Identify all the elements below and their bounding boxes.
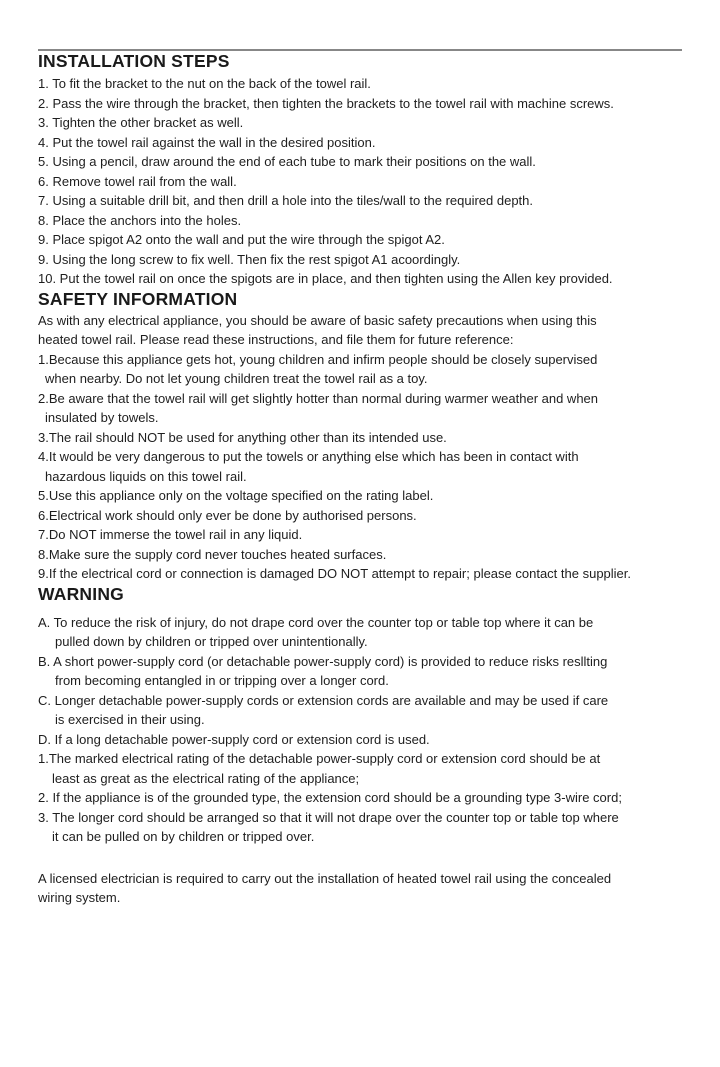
footer-line: A licensed electrician is required to carry out the installation of heated towel rail using the concealed: [38, 870, 612, 886]
list-item: 8. Place the anchors into the holes.: [38, 212, 242, 228]
list-item: A. To reduce the risk of injury, do not drape cord over the counter top or table top where it can be: [38, 614, 594, 630]
list-item: 2. Pass the wire through the bracket, then tighten the brackets to the towel rail with machine screws.: [38, 95, 614, 111]
list-item: 7.Do NOT immerse the towel rail in any liquid.: [38, 527, 303, 542]
list-item-continuation: hazardous liquids on this towel rail.: [45, 468, 247, 484]
list-item-continuation: least as great as the electrical rating of the appliance;: [52, 770, 360, 786]
list-item: D. If a long detachable power-supply cord or extension cord is used.: [38, 731, 430, 747]
paragraph-line: As with any electrical appliance, you should be aware of basic safety precautions when using this: [38, 312, 597, 328]
list-item: B. A short power-supply cord (or detachable power-supply cord) is provided to reduce risks resllting: [38, 653, 608, 669]
list-item: 2. If the appliance is of the grounded type, the extension cord should be a grounding type 3-wire cord;: [38, 790, 622, 805]
list-item: 7. Using a suitable drill bit, and then drill a hole into the tiles/wall to the required depth.: [38, 193, 534, 208]
list-item: 3. Tighten the other bracket as well.: [38, 115, 244, 130]
safety-information-list: [38, 311, 684, 584]
list-item-continuation: it can be pulled on by children or tripped over.: [52, 829, 315, 844]
footer-note: [38, 869, 684, 908]
list-item-continuation: is exercised in their using.: [55, 712, 205, 727]
list-item: 10. Put the towel rail on once the spigots are in place, and then tighten using the Allen key provided.: [38, 271, 613, 286]
list-item: C. Longer detachable power-supply cords or extension cords are available and may be used if care: [38, 692, 609, 708]
list-item: 2.Be aware that the towel rail will get slightly hotter than normal during warmer weather and when: [38, 390, 599, 406]
list-item: 3. The longer cord should be arranged so that it will not drape over the counter top or table top where: [38, 809, 619, 825]
list-item: 6. Remove towel rail from the wall.: [38, 173, 237, 189]
list-item: 5. Using a pencil, draw around the end of each tube to mark their positions on the wall.: [38, 154, 536, 169]
section-heading-warning: WARNING: [38, 583, 124, 604]
section-heading-safety-information: SAFETY INFORMATION: [38, 288, 238, 309]
list-item: 3.The rail should NOT be used for anything other than its intended use.: [38, 429, 447, 445]
list-item: 4. Put the towel rail against the wall in the desired position.: [38, 134, 376, 150]
warning-list: [38, 613, 684, 847]
list-item: 1.Because this appliance gets hot, young children and infirm people should be closely supervised: [38, 351, 598, 367]
footer-line: wiring system.: [38, 890, 121, 905]
list-item: 5.Use this appliance only on the voltage specified on the rating label.: [38, 488, 434, 503]
paragraph-line: heated towel rail. Please read these instructions, and file them for future reference:: [38, 332, 514, 347]
list-item-continuation: from becoming entangled in or tripping over a longer cord.: [55, 673, 389, 688]
list-item: 9. Place spigot A2 onto the wall and put the wire through the spigot A2.: [38, 232, 445, 247]
list-item: 4.It would be very dangerous to put the towels or anything else which has been in contact with: [38, 449, 579, 464]
list-item: 6.Electrical work should only ever be done by authorised persons.: [38, 507, 417, 523]
document-page: [0, 49, 720, 1067]
list-item: 1. To fit the bracket to the nut on the back of the towel rail.: [38, 76, 371, 91]
list-item: 1.The marked electrical rating of the detachable power-supply cord or extension cord should be at: [38, 751, 601, 766]
list-item: 9.If the electrical cord or connection is damaged DO NOT attempt to repair; please contact the supplier.: [38, 566, 632, 581]
list-item-continuation: when nearby. Do not let young children treat the towel rail as a toy.: [45, 371, 428, 386]
list-item: 9. Using the long screw to fix well. Then fix the rest spigot A1 acoordingly.: [38, 251, 461, 267]
list-item-continuation: pulled down by children or tripped over unintentionally.: [55, 634, 368, 649]
list-item-continuation: insulated by towels.: [45, 410, 159, 425]
section-heading-installation-steps: INSTALLATION STEPS: [38, 51, 230, 71]
list-item: 8.Make sure the supply cord never touches heated surfaces.: [38, 546, 387, 562]
installation-steps-list: [38, 74, 684, 289]
